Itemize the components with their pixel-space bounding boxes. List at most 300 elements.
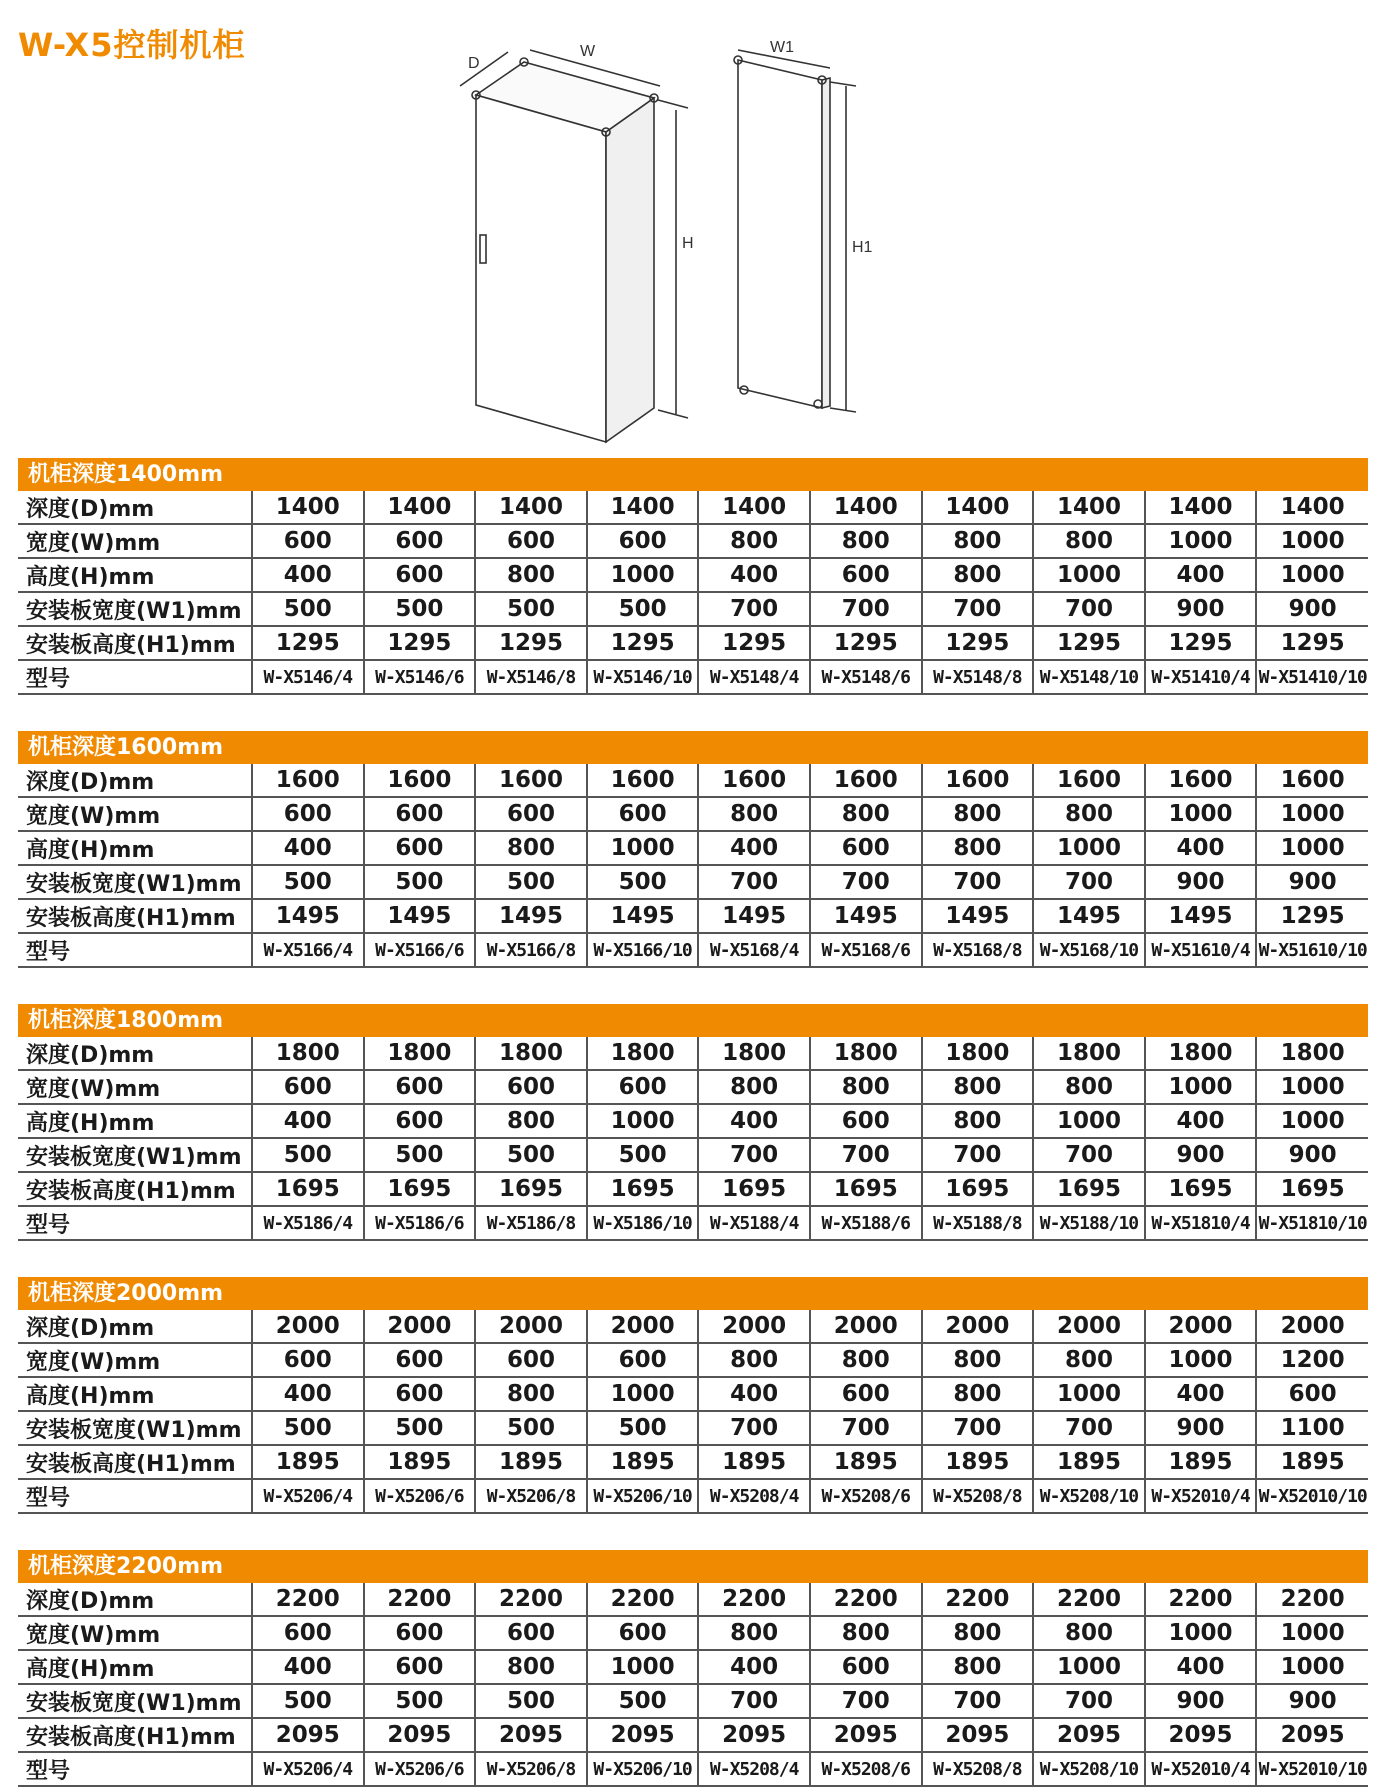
value-cell: 800 xyxy=(922,1377,1034,1411)
value-cell: 1600 xyxy=(922,764,1034,797)
value-cell: 700 xyxy=(810,1411,922,1445)
value-cell: 800 xyxy=(810,1070,922,1104)
model-cell: W-X51410/10 xyxy=(1256,660,1368,694)
model-cell: W-X51810/10 xyxy=(1256,1206,1368,1240)
value-cell: 1000 xyxy=(1256,797,1368,831)
value-cell: 2200 xyxy=(1033,1583,1145,1616)
value-cell: 1800 xyxy=(587,1037,699,1070)
value-cell: 1495 xyxy=(1033,899,1145,933)
value-cell: 2200 xyxy=(587,1583,699,1616)
model-cell: W-X51610/10 xyxy=(1256,933,1368,967)
value-cell: 2200 xyxy=(698,1583,810,1616)
value-cell: 800 xyxy=(698,797,810,831)
value-cell: 500 xyxy=(364,1411,476,1445)
value-cell: 1295 xyxy=(1256,899,1368,933)
value-cell: 1695 xyxy=(587,1172,699,1206)
value-cell: 400 xyxy=(698,558,810,592)
value-cell: 2095 xyxy=(252,1718,364,1752)
value-cell: 2000 xyxy=(810,1310,922,1343)
value-cell: 1400 xyxy=(475,491,587,524)
value-cell: 2095 xyxy=(1256,1718,1368,1752)
value-cell: 2200 xyxy=(252,1583,364,1616)
cabinet-illustration xyxy=(460,50,688,442)
value-cell: 800 xyxy=(1033,1343,1145,1377)
value-cell: 1400 xyxy=(698,491,810,524)
value-cell: 500 xyxy=(252,1684,364,1718)
value-cell: 1895 xyxy=(364,1445,476,1479)
value-cell: 500 xyxy=(587,1411,699,1445)
table-row xyxy=(18,1684,1368,1718)
row-label: 型号 xyxy=(18,1752,252,1786)
model-cell: W-X52010/4 xyxy=(1145,1479,1257,1513)
spec-table xyxy=(18,764,1368,968)
value-cell: 600 xyxy=(364,1070,476,1104)
value-cell: 1400 xyxy=(1145,491,1257,524)
spec-table xyxy=(18,1310,1368,1514)
table-row xyxy=(18,1070,1368,1104)
model-cell: W-X5166/4 xyxy=(252,933,364,967)
model-cell: W-X5208/6 xyxy=(810,1752,922,1786)
value-cell: 1600 xyxy=(810,764,922,797)
value-cell: 1800 xyxy=(922,1037,1034,1070)
value-cell: 600 xyxy=(475,1616,587,1650)
model-cell: W-X5148/8 xyxy=(922,660,1034,694)
value-cell: 1895 xyxy=(587,1445,699,1479)
value-cell: 1495 xyxy=(587,899,699,933)
value-cell: 600 xyxy=(364,1104,476,1138)
model-cell: W-X52010/4 xyxy=(1145,1752,1257,1786)
value-cell: 1600 xyxy=(1033,764,1145,797)
table-row xyxy=(18,1445,1368,1479)
value-cell: 1800 xyxy=(1256,1037,1368,1070)
spec-section xyxy=(18,1550,1368,1787)
value-cell: 600 xyxy=(475,1343,587,1377)
model-cell: W-X5146/6 xyxy=(364,660,476,694)
model-cell: W-X51810/4 xyxy=(1145,1206,1257,1240)
value-cell: 900 xyxy=(1145,592,1257,626)
value-cell: 1000 xyxy=(1256,1616,1368,1650)
model-cell: W-X5206/8 xyxy=(475,1752,587,1786)
value-cell: 700 xyxy=(810,592,922,626)
section-header: 机柜深度1600mm xyxy=(18,731,1368,764)
row-label: 宽度(W)mm xyxy=(18,797,252,831)
value-cell: 1800 xyxy=(810,1037,922,1070)
value-cell: 2000 xyxy=(587,1310,699,1343)
value-cell: 500 xyxy=(252,1138,364,1172)
row-label: 宽度(W)mm xyxy=(18,1616,252,1650)
value-cell: 1000 xyxy=(1145,524,1257,558)
model-cell: W-X5146/4 xyxy=(252,660,364,694)
value-cell: 600 xyxy=(364,524,476,558)
value-cell: 2000 xyxy=(475,1310,587,1343)
value-cell: 600 xyxy=(475,1070,587,1104)
value-cell: 400 xyxy=(252,1377,364,1411)
table-row xyxy=(18,797,1368,831)
model-cell: W-X5208/10 xyxy=(1033,1752,1145,1786)
value-cell: 1000 xyxy=(1033,1650,1145,1684)
value-cell: 1695 xyxy=(1033,1172,1145,1206)
value-cell: 600 xyxy=(587,797,699,831)
value-cell: 2095 xyxy=(698,1718,810,1752)
table-row xyxy=(18,1583,1368,1616)
row-label: 安装板高度(H1)mm xyxy=(18,1172,252,1206)
value-cell: 2095 xyxy=(922,1718,1034,1752)
row-label: 安装板宽度(W1)mm xyxy=(18,592,252,626)
value-cell: 600 xyxy=(252,1343,364,1377)
value-cell: 600 xyxy=(810,1104,922,1138)
value-cell: 1000 xyxy=(587,1650,699,1684)
value-cell: 1495 xyxy=(922,899,1034,933)
value-cell: 600 xyxy=(364,831,476,865)
table-row xyxy=(18,626,1368,660)
model-cell: W-X5188/10 xyxy=(1033,1206,1145,1240)
model-cell: W-X5206/10 xyxy=(587,1752,699,1786)
table-row xyxy=(18,831,1368,865)
table-row xyxy=(18,524,1368,558)
value-cell: 700 xyxy=(698,592,810,626)
value-cell: 1495 xyxy=(1145,899,1257,933)
model-cell: W-X5208/6 xyxy=(810,1479,922,1513)
model-cell: W-X5148/4 xyxy=(698,660,810,694)
value-cell: 1495 xyxy=(475,899,587,933)
value-cell: 1600 xyxy=(698,764,810,797)
row-label: 深度(D)mm xyxy=(18,1583,252,1616)
value-cell: 1295 xyxy=(1033,626,1145,660)
value-cell: 1600 xyxy=(475,764,587,797)
value-cell: 700 xyxy=(922,1684,1034,1718)
table-row xyxy=(18,764,1368,797)
value-cell: 700 xyxy=(1033,865,1145,899)
dimension-label-h: H xyxy=(682,235,694,252)
value-cell: 900 xyxy=(1145,865,1257,899)
value-cell: 800 xyxy=(810,1343,922,1377)
value-cell: 600 xyxy=(252,1070,364,1104)
value-cell: 800 xyxy=(475,558,587,592)
value-cell: 2000 xyxy=(698,1310,810,1343)
value-cell: 1000 xyxy=(587,1104,699,1138)
row-label: 安装板宽度(W1)mm xyxy=(18,1684,252,1718)
value-cell: 2000 xyxy=(1256,1310,1368,1343)
value-cell: 600 xyxy=(252,524,364,558)
model-cell: W-X5208/10 xyxy=(1033,1479,1145,1513)
value-cell: 1000 xyxy=(1256,524,1368,558)
value-cell: 700 xyxy=(1033,592,1145,626)
value-cell: 500 xyxy=(475,1138,587,1172)
value-cell: 2200 xyxy=(810,1583,922,1616)
value-cell: 1000 xyxy=(1256,1070,1368,1104)
value-cell: 600 xyxy=(587,524,699,558)
value-cell: 500 xyxy=(364,1138,476,1172)
value-cell: 1600 xyxy=(1256,764,1368,797)
value-cell: 400 xyxy=(252,1104,364,1138)
value-cell: 1895 xyxy=(1256,1445,1368,1479)
value-cell: 1600 xyxy=(364,764,476,797)
value-cell: 800 xyxy=(810,524,922,558)
value-cell: 700 xyxy=(810,1684,922,1718)
value-cell: 1695 xyxy=(698,1172,810,1206)
row-label: 安装板宽度(W1)mm xyxy=(18,865,252,899)
value-cell: 400 xyxy=(698,1104,810,1138)
model-cell: W-X5168/6 xyxy=(810,933,922,967)
value-cell: 1600 xyxy=(252,764,364,797)
value-cell: 800 xyxy=(475,831,587,865)
row-label: 安装板高度(H1)mm xyxy=(18,1445,252,1479)
value-cell: 2095 xyxy=(475,1718,587,1752)
value-cell: 500 xyxy=(364,865,476,899)
model-cell: W-X5208/4 xyxy=(698,1752,810,1786)
value-cell: 500 xyxy=(475,865,587,899)
value-cell: 1000 xyxy=(587,831,699,865)
table-row xyxy=(18,592,1368,626)
value-cell: 1895 xyxy=(810,1445,922,1479)
value-cell: 400 xyxy=(698,831,810,865)
value-cell: 700 xyxy=(698,865,810,899)
value-cell: 700 xyxy=(922,865,1034,899)
value-cell: 1600 xyxy=(1145,764,1257,797)
table-row xyxy=(18,1377,1368,1411)
spec-section xyxy=(18,1277,1368,1514)
value-cell: 1400 xyxy=(922,491,1034,524)
model-cell: W-X5146/8 xyxy=(475,660,587,694)
value-cell: 2095 xyxy=(364,1718,476,1752)
row-label: 深度(D)mm xyxy=(18,1037,252,1070)
value-cell: 500 xyxy=(475,1411,587,1445)
value-cell: 500 xyxy=(252,1411,364,1445)
value-cell: 900 xyxy=(1256,865,1368,899)
value-cell: 2200 xyxy=(922,1583,1034,1616)
value-cell: 2200 xyxy=(1256,1583,1368,1616)
model-row xyxy=(18,1752,1368,1786)
value-cell: 900 xyxy=(1256,592,1368,626)
value-cell: 1295 xyxy=(364,626,476,660)
value-cell: 1295 xyxy=(1145,626,1257,660)
value-cell: 800 xyxy=(698,524,810,558)
page-title: W-X5控制机柜 xyxy=(18,26,246,64)
model-cell: W-X5186/8 xyxy=(475,1206,587,1240)
model-cell: W-X5208/8 xyxy=(922,1479,1034,1513)
value-cell: 1695 xyxy=(364,1172,476,1206)
table-row xyxy=(18,899,1368,933)
row-label: 高度(H)mm xyxy=(18,1104,252,1138)
value-cell: 600 xyxy=(475,524,587,558)
value-cell: 1000 xyxy=(1145,1343,1257,1377)
value-cell: 1695 xyxy=(1145,1172,1257,1206)
value-cell: 500 xyxy=(587,592,699,626)
value-cell: 500 xyxy=(364,592,476,626)
value-cell: 1695 xyxy=(922,1172,1034,1206)
model-cell: W-X51410/4 xyxy=(1145,660,1257,694)
section-header: 机柜深度1800mm xyxy=(18,1004,1368,1037)
value-cell: 600 xyxy=(810,1650,922,1684)
value-cell: 1400 xyxy=(364,491,476,524)
value-cell: 600 xyxy=(364,797,476,831)
row-label: 安装板宽度(W1)mm xyxy=(18,1411,252,1445)
value-cell: 500 xyxy=(587,865,699,899)
spec-section xyxy=(18,731,1368,968)
value-cell: 900 xyxy=(1145,1684,1257,1718)
row-label: 安装板高度(H1)mm xyxy=(18,1718,252,1752)
value-cell: 800 xyxy=(922,1616,1034,1650)
value-cell: 1000 xyxy=(1033,831,1145,865)
value-cell: 800 xyxy=(922,1104,1034,1138)
value-cell: 500 xyxy=(475,1684,587,1718)
value-cell: 800 xyxy=(698,1616,810,1650)
row-label: 宽度(W)mm xyxy=(18,1070,252,1104)
value-cell: 1800 xyxy=(698,1037,810,1070)
row-label: 宽度(W)mm xyxy=(18,1343,252,1377)
value-cell: 800 xyxy=(475,1377,587,1411)
value-cell: 600 xyxy=(587,1070,699,1104)
row-label: 宽度(W)mm xyxy=(18,524,252,558)
row-label: 深度(D)mm xyxy=(18,1310,252,1343)
table-row xyxy=(18,1310,1368,1343)
value-cell: 1295 xyxy=(698,626,810,660)
section-header: 机柜深度2000mm xyxy=(18,1277,1368,1310)
table-row xyxy=(18,1172,1368,1206)
value-cell: 1800 xyxy=(1033,1037,1145,1070)
spec-table xyxy=(18,1583,1368,1787)
value-cell: 1495 xyxy=(252,899,364,933)
value-cell: 1295 xyxy=(252,626,364,660)
table-row xyxy=(18,558,1368,592)
value-cell: 2000 xyxy=(252,1310,364,1343)
value-cell: 1495 xyxy=(364,899,476,933)
row-label: 型号 xyxy=(18,1206,252,1240)
model-cell: W-X5206/6 xyxy=(364,1479,476,1513)
value-cell: 800 xyxy=(1033,797,1145,831)
value-cell: 800 xyxy=(475,1650,587,1684)
value-cell: 2095 xyxy=(810,1718,922,1752)
value-cell: 2200 xyxy=(475,1583,587,1616)
table-row xyxy=(18,1343,1368,1377)
value-cell: 2095 xyxy=(1033,1718,1145,1752)
value-cell: 1000 xyxy=(1033,558,1145,592)
value-cell: 1000 xyxy=(1256,1104,1368,1138)
value-cell: 2000 xyxy=(1145,1310,1257,1343)
value-cell: 1295 xyxy=(475,626,587,660)
spec-section xyxy=(18,458,1368,695)
model-cell: W-X5166/8 xyxy=(475,933,587,967)
model-cell: W-X5206/4 xyxy=(252,1752,364,1786)
table-row xyxy=(18,1616,1368,1650)
value-cell: 1400 xyxy=(1033,491,1145,524)
value-cell: 1295 xyxy=(1256,626,1368,660)
value-cell: 1400 xyxy=(810,491,922,524)
value-cell: 800 xyxy=(922,1343,1034,1377)
model-row xyxy=(18,660,1368,694)
value-cell: 1695 xyxy=(475,1172,587,1206)
value-cell: 600 xyxy=(364,1343,476,1377)
value-cell: 1200 xyxy=(1256,1343,1368,1377)
value-cell: 1800 xyxy=(252,1037,364,1070)
value-cell: 2095 xyxy=(587,1718,699,1752)
value-cell: 800 xyxy=(922,797,1034,831)
section-header: 机柜深度1400mm xyxy=(18,458,1368,491)
value-cell: 600 xyxy=(364,1616,476,1650)
row-label: 安装板宽度(W1)mm xyxy=(18,1138,252,1172)
value-cell: 1695 xyxy=(252,1172,364,1206)
value-cell: 600 xyxy=(587,1616,699,1650)
value-cell: 600 xyxy=(252,1616,364,1650)
value-cell: 1895 xyxy=(922,1445,1034,1479)
value-cell: 700 xyxy=(810,865,922,899)
value-cell: 500 xyxy=(587,1684,699,1718)
value-cell: 900 xyxy=(1145,1138,1257,1172)
value-cell: 700 xyxy=(698,1684,810,1718)
value-cell: 700 xyxy=(698,1411,810,1445)
value-cell: 600 xyxy=(810,1377,922,1411)
value-cell: 400 xyxy=(1145,1377,1257,1411)
value-cell: 800 xyxy=(922,524,1034,558)
value-cell: 1000 xyxy=(587,558,699,592)
value-cell: 600 xyxy=(810,831,922,865)
value-cell: 600 xyxy=(252,797,364,831)
value-cell: 900 xyxy=(1256,1684,1368,1718)
value-cell: 1000 xyxy=(1033,1104,1145,1138)
model-cell: W-X5206/8 xyxy=(475,1479,587,1513)
row-label: 高度(H)mm xyxy=(18,558,252,592)
value-cell: 700 xyxy=(810,1138,922,1172)
value-cell: 900 xyxy=(1256,1138,1368,1172)
value-cell: 800 xyxy=(1033,1070,1145,1104)
table-row xyxy=(18,1138,1368,1172)
value-cell: 800 xyxy=(922,558,1034,592)
model-cell: W-X5188/4 xyxy=(698,1206,810,1240)
value-cell: 800 xyxy=(810,797,922,831)
value-cell: 1400 xyxy=(587,491,699,524)
value-cell: 2000 xyxy=(364,1310,476,1343)
value-cell: 1295 xyxy=(587,626,699,660)
model-cell: W-X5186/4 xyxy=(252,1206,364,1240)
model-cell: W-X5166/6 xyxy=(364,933,476,967)
value-cell: 2000 xyxy=(1033,1310,1145,1343)
value-cell: 1895 xyxy=(252,1445,364,1479)
value-cell: 600 xyxy=(475,797,587,831)
value-cell: 1895 xyxy=(698,1445,810,1479)
value-cell: 600 xyxy=(587,1343,699,1377)
model-cell: W-X5166/10 xyxy=(587,933,699,967)
value-cell: 400 xyxy=(698,1650,810,1684)
model-row xyxy=(18,1206,1368,1240)
value-cell: 400 xyxy=(1145,1104,1257,1138)
value-cell: 1295 xyxy=(922,626,1034,660)
model-cell: W-X5206/4 xyxy=(252,1479,364,1513)
row-label: 高度(H)mm xyxy=(18,831,252,865)
model-cell: W-X5186/10 xyxy=(587,1206,699,1240)
value-cell: 1000 xyxy=(1256,558,1368,592)
dimension-label-d: D xyxy=(468,55,480,72)
dimension-label-w: W xyxy=(580,43,596,60)
table-row xyxy=(18,1037,1368,1070)
value-cell: 400 xyxy=(252,831,364,865)
value-cell: 1100 xyxy=(1256,1411,1368,1445)
model-cell: W-X5168/4 xyxy=(698,933,810,967)
value-cell: 2000 xyxy=(922,1310,1034,1343)
value-cell: 1495 xyxy=(810,899,922,933)
row-label: 高度(H)mm xyxy=(18,1650,252,1684)
value-cell: 700 xyxy=(922,592,1034,626)
model-row xyxy=(18,933,1368,967)
value-cell: 500 xyxy=(475,592,587,626)
value-cell: 700 xyxy=(1033,1684,1145,1718)
spec-table xyxy=(18,491,1368,695)
value-cell: 1000 xyxy=(1033,1377,1145,1411)
value-cell: 800 xyxy=(922,831,1034,865)
value-cell: 500 xyxy=(252,592,364,626)
value-cell: 800 xyxy=(1033,524,1145,558)
table-row xyxy=(18,1650,1368,1684)
row-label: 深度(D)mm xyxy=(18,491,252,524)
